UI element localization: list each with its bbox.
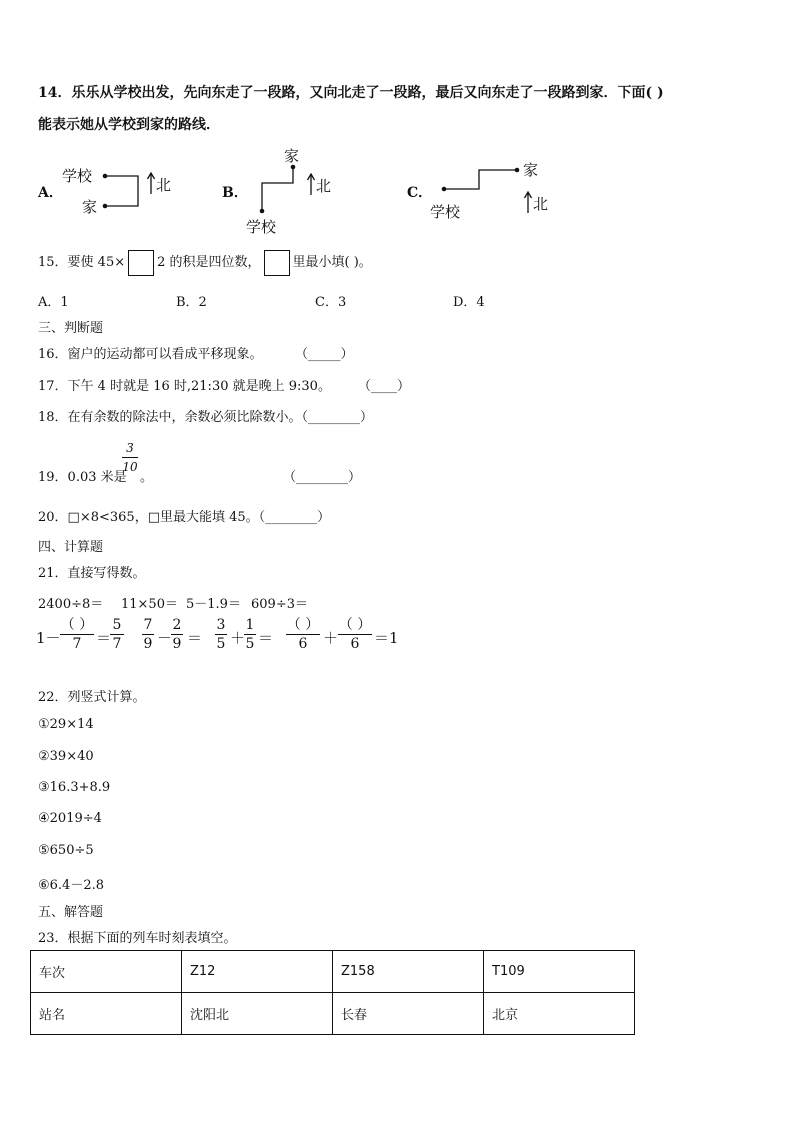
home-dot — [515, 168, 520, 173]
table-cell: 沈阳北 — [182, 993, 333, 1035]
north-label: 北 — [533, 195, 549, 213]
item-number: ⑤ — [38, 843, 50, 858]
q21-op: 1－ — [36, 629, 61, 647]
fraction-denominator: 6 — [350, 636, 360, 652]
fraction-denominator: 5 — [216, 636, 226, 652]
q15-text-3: 里最小填( )。 — [292, 255, 372, 270]
q15-text-2: 2 的积是四位数， — [157, 255, 261, 270]
table-row — [31, 993, 635, 1035]
fraction-denominator: 5 — [245, 636, 255, 652]
q15-stem — [38, 249, 372, 277]
school-label: 学校 — [62, 167, 93, 185]
fraction-numerator: 3 — [216, 617, 226, 633]
fraction-numerator: 5 — [112, 617, 122, 633]
q21-fraction — [171, 617, 183, 652]
route-diagram-a — [58, 162, 188, 222]
table-cell: 车次 — [31, 951, 182, 993]
item-expression: 16.3+8.9 — [49, 780, 111, 795]
fraction-denominator: 10 — [122, 460, 138, 474]
option-a-label: A． — [38, 185, 63, 201]
school-dot — [260, 209, 265, 214]
fraction-numerator: 7 — [143, 617, 153, 633]
q15-choice-b[interactable]: B．2 — [176, 295, 207, 310]
q15-text-1: 15．要使 45× — [38, 255, 126, 270]
answer-box[interactable] — [128, 250, 154, 276]
q22-item — [38, 749, 94, 764]
q22-item — [38, 780, 110, 795]
route-path — [444, 170, 517, 189]
fraction-denominator: 6 — [298, 636, 308, 652]
q21-fraction — [286, 617, 320, 652]
item-expression: 39×40 — [49, 749, 94, 764]
fraction-numerator: 2 — [172, 617, 182, 633]
q21-fraction — [110, 617, 124, 652]
fraction-denominator: 7 — [72, 636, 82, 652]
q17-blank[interactable]: （____） — [358, 379, 411, 394]
q21-fraction — [215, 617, 227, 652]
q19-text: 19．0.03 米是 — [38, 470, 127, 485]
answer-box[interactable] — [264, 250, 290, 276]
q22-item — [38, 874, 104, 893]
q21-item: 2400÷8＝ — [38, 597, 104, 612]
north-label: 北 — [316, 177, 332, 195]
q14-line2: 能表示她从学校到家的路线． — [38, 117, 220, 133]
item-expression: 2019÷4 — [49, 811, 102, 826]
q21-item: 609÷3＝ — [251, 597, 308, 612]
q15-choice-c[interactable]: C．3 — [315, 295, 347, 310]
train-timetable — [30, 950, 635, 1035]
item-expression: 29×14 — [49, 717, 94, 732]
home-label: 家 — [523, 161, 539, 179]
q19-tail: 。 — [140, 470, 154, 485]
school-label: 学校 — [430, 203, 461, 221]
q19-fraction — [122, 440, 138, 475]
fraction-numerator: （ ） — [60, 617, 94, 633]
q21-title: 21．直接写得数。 — [38, 566, 146, 581]
north-label: 北 — [156, 176, 172, 194]
item-number: ③ — [38, 780, 50, 795]
q21-op: ＝ — [96, 629, 112, 647]
table-cell: 北京 — [484, 993, 635, 1035]
section-heading: 五、解答题 — [38, 905, 104, 920]
q21-item: 5－1.9＝ — [186, 597, 241, 612]
item-number: ① — [38, 717, 50, 732]
q22-item — [38, 717, 94, 732]
q21-fraction — [338, 617, 372, 652]
home-dot — [103, 204, 108, 209]
q21-fraction — [244, 617, 256, 652]
q21-op: ＝1 — [374, 629, 399, 647]
item-number: ⑥ — [38, 878, 50, 893]
q15-choice-a[interactable]: A．1 — [38, 295, 69, 310]
option-b-label: B． — [222, 185, 248, 201]
school-dot — [103, 174, 108, 179]
table-cell: Z12 — [182, 951, 333, 993]
section-heading: 四、计算题 — [38, 540, 104, 555]
item-expression: 650÷5 — [49, 843, 94, 858]
q14-line1: 14．乐乐从学校出发，先向东走了一段路，又向北走了一段路，最后又向东走了一段路到家．下面( ) — [38, 85, 664, 101]
q23-title: 23．根据下面的列车时刻表填空。 — [38, 931, 237, 946]
table-row — [31, 951, 635, 993]
q21-op: ＝ — [258, 629, 274, 647]
table-cell: 站名 — [31, 993, 182, 1035]
q22-item — [38, 843, 94, 858]
q15-choice-d[interactable]: D．4 — [453, 295, 485, 310]
fraction-numerator: 3 — [126, 441, 134, 455]
fraction-denominator: 9 — [172, 636, 182, 652]
q16-blank[interactable]: （_____） — [295, 347, 354, 362]
school-label: 学校 — [246, 218, 277, 236]
home-label: 家 — [284, 147, 300, 165]
route-diagram-c — [425, 155, 565, 227]
section-heading: 三、判断题 — [38, 321, 104, 336]
fraction-denominator: 7 — [112, 636, 122, 652]
item-number: ② — [38, 749, 50, 764]
fraction-denominator: 9 — [143, 636, 153, 652]
q21-fraction — [60, 617, 94, 652]
q20-text: 20．□×8<365，□里最大能填 45。（________） — [38, 510, 331, 525]
q21-fraction — [142, 617, 154, 652]
route-path — [262, 167, 293, 211]
q16-text: 16．窗户的运动都可以看成平移现象。 — [38, 347, 263, 362]
q21-op: ＋ — [323, 629, 339, 647]
table-cell: 长春 — [333, 993, 484, 1035]
home-label: 家 — [82, 198, 98, 216]
q22-item — [38, 811, 102, 826]
fraction-numerator: （ ） — [286, 617, 320, 633]
item-expression: 6.4－2.8 — [49, 878, 105, 893]
q19-blank[interactable]: （________） — [283, 470, 362, 485]
item-number: ④ — [38, 811, 50, 826]
q17-text: 17．下午 4 时就是 16 时,21:30 就是晚上 9:30。 — [38, 379, 331, 394]
q21-op: ＝ — [187, 629, 203, 647]
q22-title: 22．列竖式计算。 — [38, 690, 146, 705]
q21-op: ＋ — [230, 629, 246, 647]
option-c-label: C． — [407, 185, 433, 201]
q21-item: 11×50＝ — [121, 597, 178, 612]
route-path — [105, 176, 138, 206]
school-dot — [442, 187, 447, 192]
fraction-numerator: （ ） — [338, 617, 372, 633]
fraction-numerator: 1 — [245, 617, 255, 633]
table-cell: T109 — [484, 951, 635, 993]
q21-op: － — [157, 629, 173, 647]
home-dot — [291, 165, 296, 170]
q18-text: 18．在有余数的除法中，余数必须比除数小。（________） — [38, 410, 374, 425]
route-diagram-b — [238, 145, 348, 237]
table-cell: Z158 — [333, 951, 484, 993]
